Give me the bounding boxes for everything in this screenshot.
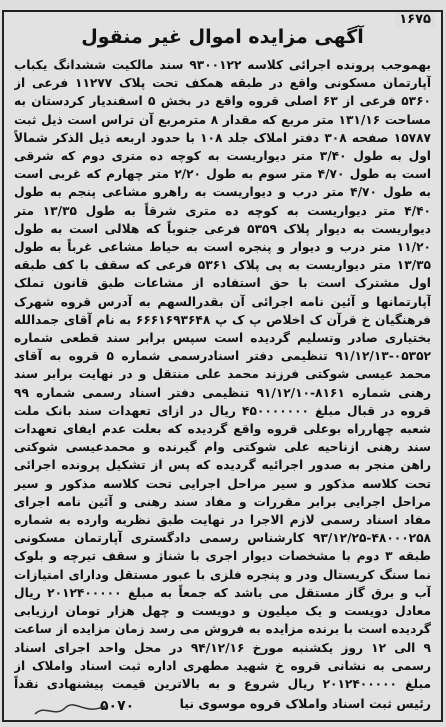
handwritten-mark [30,700,110,720]
page-number: ۱۶۷۵ [395,12,435,27]
ad-code: ۵۰۷۰ [100,698,135,714]
notice-frame [2,10,443,722]
notice-signature: رئیس ثبت اسناد واملاک قروه موسوی نیا [179,696,431,711]
notice-title: آگهی مزایده اموال غیر منقول [81,26,364,48]
notice-body: بهموجب پرونده اجرائی کلاسه ۹۳۰۰۱۲۲ سند مالکیت ششدانگ یکباب آپارتمان مسکونی واقع در طبقه همکف تحت پلاک ۱۱۲۷۷ فرعی از ۵۳۶۰ فرعی از ۶۳ اصلی قروه واقع در بخش ۵ اسفندیار کردستان به مساحت ۱۳۱/۱۶ متر مربع که مقدار ۸ مترمربع آن تراس است ذیل ثبت ۱۵۷۸۷ صفحه ۳۰۸ دفتر املاک جلد ۱۰۸ با حدود اربعه ذیل الذکر شمالاً اول به طول ۳/۴۰ متر دیواریست به کوچه ده متری دوم که شرقی است به طول ۴/۷۰ متر سوم به طول ۲/۲۰ متر چهارم که غربی است به طول ۴/۷۰ متر درب و دیواریست به راهرو مشاعی پنجم به طول ۴/۴۰ متر دیواریست به کوچه ده متری شرقاً به طول ۱۳/۳۵ متر دیواریست به دیوار پلاک ۵۳۵۹ فرعی جنوباً که هلالی است به طول ۱۱/۲۰ متر درب و دیوار و پنجره است به حیاط مشاعی غرباً به طول ۱۳/۳۵ متر دیواریست به پی پلاک ۵۳۶۱ فرعی که سقف با کف طبقه اول مشترک است با حق استفاده از مشاعات طبق قانون تملک آپارتمانها و آئین نامه اجرائی آن بقدرالسهم به آدرس قروه شهرک فرهنگیان خ قرآن ک اخلاص پ ک پ ۶۶۶۱۶۹۳۶۴۸ به نام آقای جمدالله بختیاری صادر وتسلیم گردیده است سپس برابر سند قطعی شماره ۰۵۳۵۲-۹۱/۱۲/۱۳ تنظیمی دفتر اسنادرسمی شماره ۵ قروه به آقای محمد عیسی شوکتی فرزند محمد علی منتقل و در نهایت برابر سند رهنی شماره ۸۱۶۱-۹۱/۱۲/۱۰ تنظیمی دفتر اسناد رسمی شماره ۹۹ قروه در قبال مبلغ ۴۵۰۰۰۰۰۰۰ ریال در ازای تعهدات سند بانک ملت شعبه چهارراه بوعلی قروه واقع گردیده که بعلت عدم ایفای تعهدات سند رهنی ازناحیه علی شوکتی وام گیرنده و محمدعیسی شوکتی راهن منجر به صدور اجرائیه گردیده که پس از تشکیل پرونده اجرائی تحت کلاسه مذکور و سیر مراحل اجرایی تحت کلاسه مذکور و سیر مراحل اجرایی برابر مقررات و مفاد سند رهنی و آئین نامه اجرای مفاد اسناد رسمی لازم الاجرا در نهایت طبق نظریه وارده به شماره ۴۸۰۰۰۲۵۸-۹۳/۱۲/۲۵ کارشناس رسمی دادگستری آپارتمان مسکونی طبقه ۳ دوم با مشخصات دیوار اجری با شناژ و سقف تیرچه و بلوک نما سنگ کریستال ودر و پنجره فلزی با عبور مستقل ودارای امتیازات آب و برق گاز مستقل می باشد که جمعاً به مبلغ ۲۰۱۲۴۰۰۰۰۰ ریال معادل دویست و یک میلیون و دویست و چهل هزار تومان ارزیابی گردیده است با برنده مزایده به فروش می رسد زمان مزایده از ساعت ۹ الی ۱۲ روز یکشنبه مورخ ۹۴/۱۲/۱۶ در محل واحد اجرای اسناد رسمی به نشانی قروه خ شهید مطهری اداره ثبت اسناد واملاک از مبلغ ۲۰۱۲۴۰۰۰۰۰ ریال شروع و به بالاترین قیمت پیشنهادی نقداً [14,58,431,691]
